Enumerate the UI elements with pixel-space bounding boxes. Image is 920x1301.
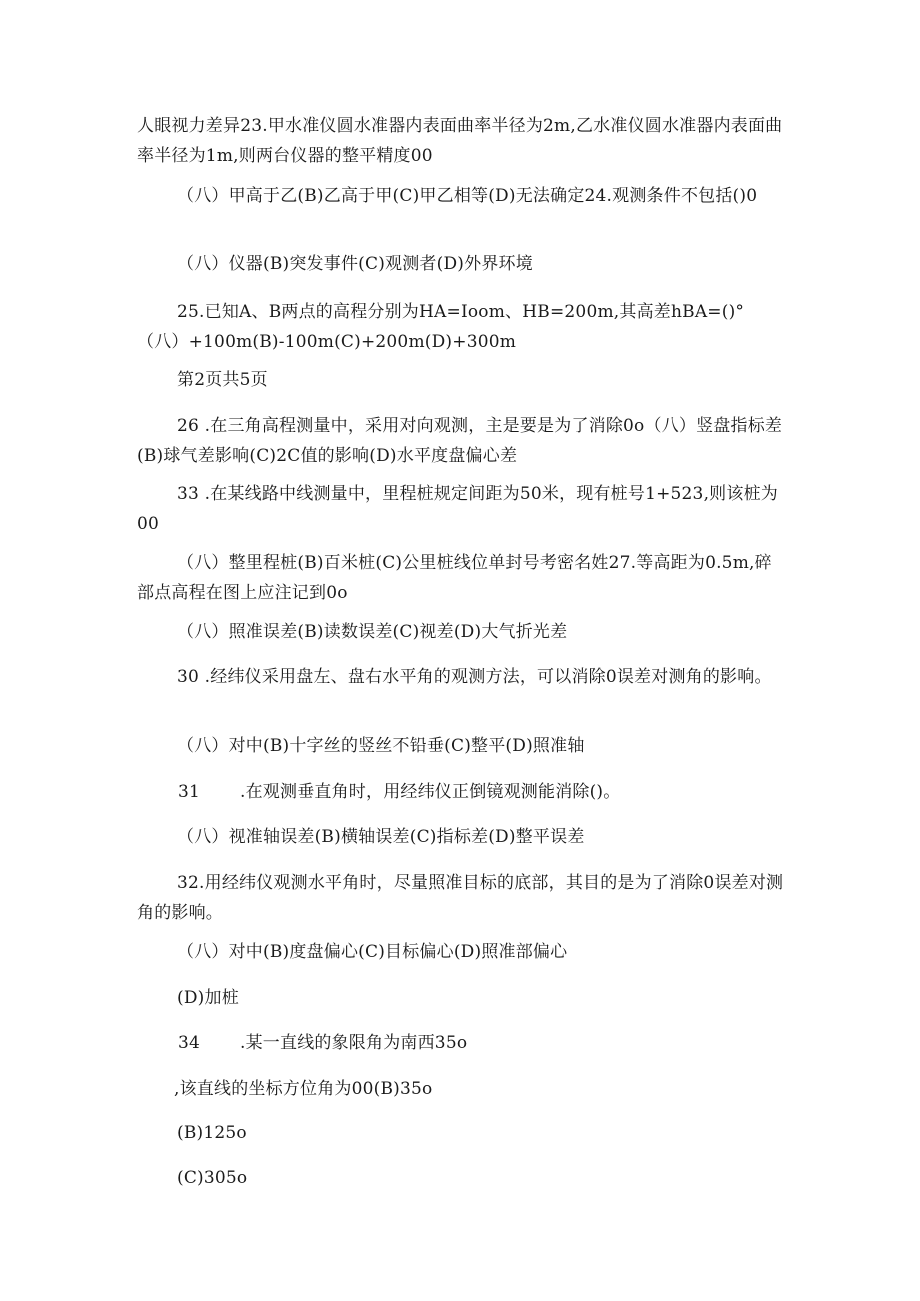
- paragraph-q26: 26 .在三角高程测量中，采用对向观测，主是要是为了消除0o（八）竖盘指标差(B)球气差影响(C)2C值的影响(D)水平度盘偏心差: [137, 416, 783, 466]
- paragraph-option-b: (B)125o: [177, 1123, 247, 1143]
- question-number: 31: [178, 782, 201, 802]
- paragraph-q33-options-q27: （八）整里程桩(B)百米桩(C)公里桩线位单封号考密名姓27.等高距为0.5m,碎部点高程在图上应注记到0o: [137, 553, 772, 603]
- paragraph-q30: 30 .经纬仪采用盘左、盘右水平角的观测方法，可以消除0误差对测角的影响。: [177, 667, 772, 687]
- paragraph-q32-options: （八）对中(B)度盘偏心(C)目标偏心(D)照准部偏心: [177, 942, 568, 962]
- paragraph-q24-options: （八）仪器(B)突发事件(C)观测者(D)外界环境: [177, 254, 533, 274]
- paragraph-option-c: (C)305o: [177, 1168, 248, 1188]
- question-text: .在观测垂直角时，用经纬仪正倒镜观测能消除()。: [240, 782, 621, 802]
- paragraph-q34-continued: ,该直线的坐标方位角为00(B)35o: [174, 1079, 433, 1099]
- paragraph-q32: 32.用经纬仪观测水平角时，尽量照准目标的底部，其目的是为了消除0误差对测角的影响。: [137, 873, 784, 923]
- paragraph-q23: 人眼视力差异23.甲水准仪圆水准器内表面曲率半径为2m,乙水准仪圆水准器内表面曲率半径为1m,则两台仪器的整平精度00: [137, 116, 783, 166]
- question-text: .某一直线的象限角为南西35o: [240, 1033, 468, 1053]
- paragraph-q25: 25.已知A、B两点的高程分别为HA=Ioom、HB=200m,其高差hBA=()°（八）+100m(B)-100m(C)+200m(D)+300m: [137, 302, 745, 352]
- paragraph-q31: [178, 777, 788, 807]
- page-number: 第2页共5页: [177, 370, 268, 390]
- paragraph-q33: 33 .在某线路中线测量中，里程桩规定间距为50米，现有桩号1+523,则该桩为00: [137, 484, 778, 534]
- question-number: 34: [178, 1033, 201, 1053]
- paragraph-q23-options-q24: （八）甲高于乙(B)乙高于甲(C)甲乙相等(D)无法确定24.观测条件不包括()0: [177, 186, 758, 206]
- paragraph-q34: [178, 1028, 788, 1058]
- paragraph-q27-options: （八）照准误差(B)读数误差(C)视差(D)大气折光差: [177, 622, 568, 642]
- paragraph-q30-options: （八）对中(B)十字丝的竖丝不铅垂(C)整平(D)照准轴: [177, 736, 585, 756]
- paragraph-option-d: (D)加桩: [177, 988, 239, 1008]
- paragraph-q31-options: （八）视准轴误差(B)横轴误差(C)指标差(D)整平误差: [177, 827, 585, 847]
